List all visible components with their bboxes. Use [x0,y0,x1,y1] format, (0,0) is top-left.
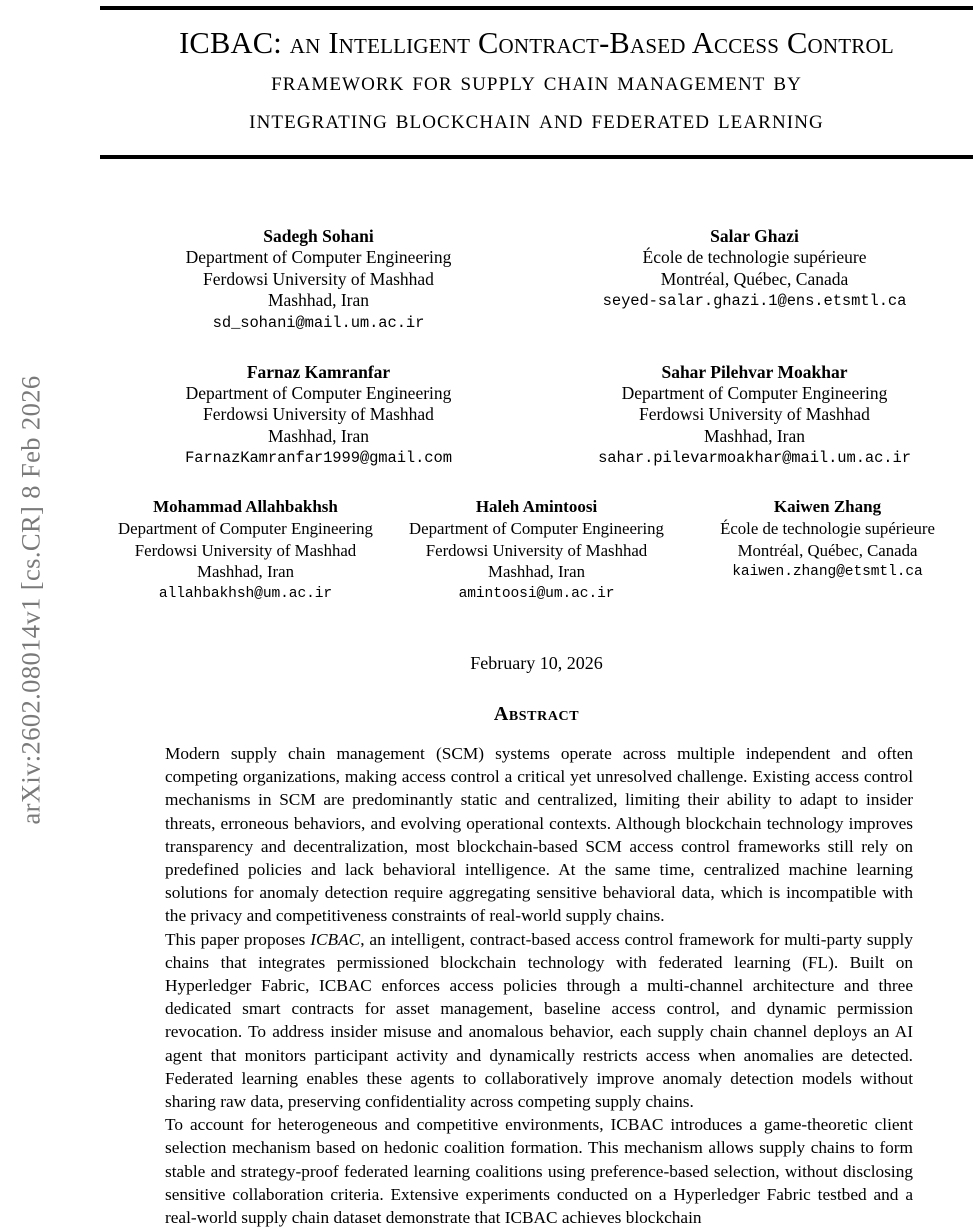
abstract-paragraph: Modern supply chain management (SCM) systems operate across multiple independent and often competing organizations, making access control a critical yet unresolved challenge. Existing access control mechanisms in SCM are predominantly static and centralized, limiting their ability to adapt to insider threats, erroneous behaviors, and evolving operational contexts. Although blockchain technology improves transparency and decentralization, most blockchain-based SCM access control frameworks still rely on predefined policies and lack behavioral intelligence. At the same time, centralized machine learning solutions for anomaly detection require aggregating sensitive behavioral data, which is incompatible with the privacy and competitiveness constraints of real-world supply chains. [165,744,913,926]
author-email[interactable]: allahbakhsh@um.ac.ir [158,585,333,602]
author-name: Farnaz Kamranfar [246,361,391,382]
abstract-paragraph-post: , an intelligent, contract-based access control framework for multi-party supply chains that integrates permissioned blockchain technology with federated learning (FL). Built on Hyperledger Fabric, ICBAC enforces access policies through a multi-channel architecture and three dedicated smart contracts for asset management, baseline access control, and dynamic permission revocation. To address insider misuse and anomalous behavior, each supply chain channel deploys an AI agent that monitors participant activity and dynamically restricts access when anomalies are detected. Federated learning enables these agents to collaboratively improve anomaly detection models without sharing raw data, preserving confidentiality across competing supply chains. [165,929,913,1112]
author-affiliation-line: Department of Computer Engineering [409,519,664,538]
author-affiliation-line: Ferdowsi University of Mashhad [425,540,648,560]
author-affiliation-line: Department of Computer Engineering [185,382,452,403]
author-affiliation-line: Mashhad, Iran [267,290,370,310]
title-line-1: ICBAC: an Intelligent Contract-Based Access Control [179,26,894,60]
arxiv-stamp [0,0,62,1200]
abstract-body [165,742,913,1229]
title-line-3: integrating blockchain and federated learning [249,104,824,134]
author-affiliation-line: Ferdowsi University of Mashhad [134,540,357,560]
author-affiliation-line: Ferdowsi University of Mashhad [203,404,434,424]
author-email[interactable]: sahar.pilevarmoakhar@mail.um.ac.ir [598,449,911,467]
icbac-emphasis: ICBAC [310,929,361,949]
author-affiliation-line: Montréal, Québec, Canada [737,540,918,560]
title-line-2: framework for supply chain management by [271,66,802,96]
author-email[interactable]: kaiwen.zhang@etsmtl.ca [732,564,923,580]
arxiv-identifier-text: arXiv:2602.08014v1 [cs.CR] 8 Feb 2026 [15,375,46,825]
author-email[interactable]: FarnazKamranfar1999@gmail.com [185,449,452,467]
author-name: Sadegh Sohani [263,226,374,246]
author-email[interactable]: amintoosi@um.ac.ir [458,585,615,602]
author-affiliation-line: Mashhad, Iran [197,562,294,581]
abstract-heading: Abstract [493,703,580,725]
author-entry [101,361,537,471]
author-affiliation-line: Mashhad, Iran [267,425,370,446]
author-affiliation-line: Department of Computer Engineering [118,519,373,538]
abstract-paragraph: To account for heterogeneous and competitive environments, ICBAC introduces a game-theoretic client selection mechanism based on hedonic coalition formation. This mechanism allows supply chains to form stable and strategy-proof federated learning coalitions using preference-based selection, without disclosing sensitive collaboration criteria. Extensive experiments conducted on a Hyperledger Fabric testbed and a real-world supply chain dataset demonstrate that ICBAC achieves blockchain [165,1115,913,1228]
author-affiliation-line: Ferdowsi University of Mashhad [203,268,434,289]
author-affiliation-line: Department of Computer Engineering [185,247,452,267]
author-name: Salar Ghazi [710,226,799,246]
author-affiliation-line: Mashhad, Iran [488,562,585,581]
author-affiliation-line: Ferdowsi University of Mashhad [639,404,870,424]
author-affiliation-line: École de technologie supérieure [720,519,935,538]
publication-date: February 10, 2026 [470,653,603,673]
author-email[interactable]: seyed-salar.ghazi.1@ens.etsmtl.ca [602,292,907,310]
author-name: Haleh Amintoosi [475,497,598,516]
author-name: Kaiwen Zhang [773,497,882,516]
author-email[interactable]: sd_sohani@mail.um.ac.ir [212,313,425,332]
header-rule-top [100,6,973,10]
abstract-paragraph [165,928,913,1114]
author-row [100,361,973,471]
author-affiliation-line: École de technologie supérieure [642,247,867,267]
author-entry [537,361,973,471]
author-entry [537,225,973,313]
author-row [100,496,973,606]
author-row [100,225,973,335]
author-entry [100,496,391,606]
page-title [100,24,973,138]
header-rule-bottom [100,155,973,159]
author-name: Sahar Pilehvar Moakhar [661,361,848,382]
author-affiliation-line: Mashhad, Iran [703,425,806,446]
author-affiliation-line: Department of Computer Engineering [621,382,888,403]
author-name: Mohammad Allahbakhsh [153,497,338,516]
author-block [100,225,973,606]
abstract-paragraph-pre: This paper proposes [165,929,311,949]
author-entry [391,496,682,606]
author-entry [101,225,537,335]
author-entry [682,496,973,584]
paper-page [100,0,973,1228]
author-affiliation-line: Montréal, Québec, Canada [660,268,849,289]
